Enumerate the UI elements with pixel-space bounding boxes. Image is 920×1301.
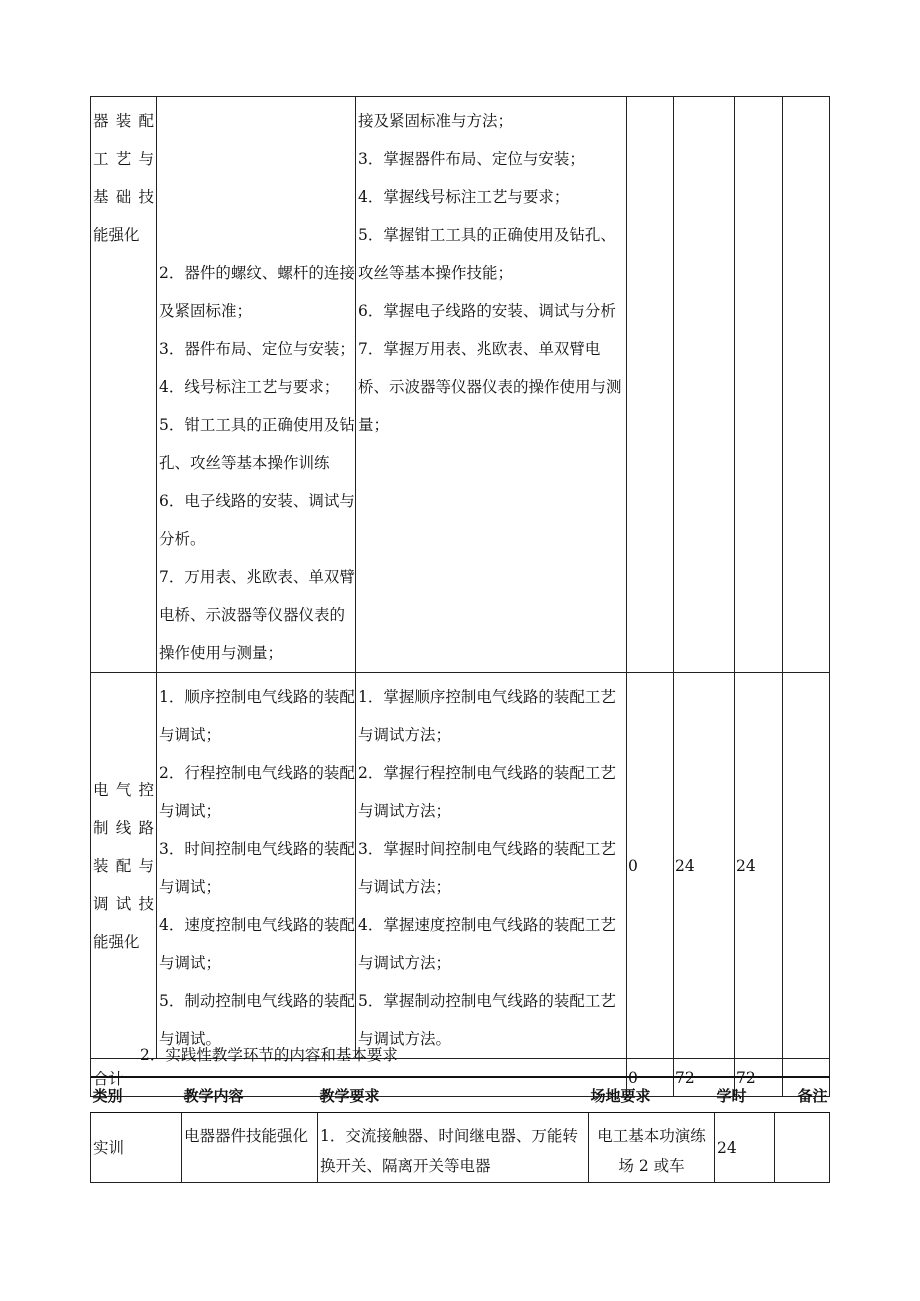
total-hours: 72	[674, 1059, 735, 1097]
requirement-item: 5．掌握制动控制电气线路的装配工艺与调试方法。	[358, 992, 616, 1048]
category-line: 装 配 与	[93, 856, 154, 875]
total-label: 合计	[91, 1059, 627, 1097]
requirement-item: 4．掌握线号标注工艺与要求；	[358, 188, 570, 206]
hours-cell	[735, 97, 783, 673]
content-item: 5．钳工工具的正确使用及钻孔、攻丝等基本操作训练	[159, 416, 355, 472]
content-item: 3．时间控制电气线路的装配与调试；	[159, 840, 355, 896]
content-item: 3．器件布局、定位与安装；	[159, 340, 355, 358]
requirement-cell	[356, 673, 627, 1059]
hours-cell	[674, 97, 735, 673]
category-line: 调 试 技	[93, 894, 154, 913]
content-item: 1．顺序控制电气线路的装配与调试；	[159, 688, 355, 744]
category-cell	[91, 673, 157, 1059]
content-item: 4．速度控制电气线路的装配与调试；	[159, 916, 355, 972]
requirement-item: 2．掌握行程控制电气线路的装配工艺与调试方法；	[358, 764, 616, 820]
category-line: 能强化	[93, 932, 140, 951]
remark-cell	[783, 97, 830, 673]
category-line: 器 装 配	[93, 112, 154, 130]
content-item: 2．器件的螺纹、螺杆的连接及紧固标准；	[159, 264, 355, 320]
header-cell: 教学要求	[318, 1077, 589, 1113]
remark-cell	[775, 1113, 830, 1183]
requirement-cell	[356, 97, 627, 673]
hours-cell: 24	[674, 673, 735, 1059]
requirement-item: 7．掌握万用表、兆欧表、单双臂电桥、示波器等仪器仪表的操作使用与测量；	[358, 340, 622, 434]
hours-cell: 0	[627, 673, 674, 1059]
header-cell: 教学内容	[182, 1077, 318, 1113]
content-item: 2．行程控制电气线路的装配与调试；	[159, 764, 355, 820]
hours-cell: 24	[735, 673, 783, 1059]
header-cell: 类别	[91, 1077, 182, 1113]
requirement-item: 6．掌握电子线路的安装、调试与分析	[358, 302, 616, 320]
header-cell: 学时	[715, 1077, 775, 1113]
header-cell: 备注	[775, 1077, 830, 1113]
category-line: 制 线 路	[93, 818, 154, 837]
course-content-table	[90, 96, 830, 1097]
category-line: 能强化	[93, 226, 140, 244]
content-cell: 电器器件技能强化	[182, 1113, 318, 1183]
table-row	[91, 673, 830, 1059]
total-hours: 72	[735, 1059, 783, 1097]
content-item: 7．万用表、兆欧表、单双臂电桥、示波器等仪器仪表的操作使用与测量；	[159, 568, 355, 662]
hours-cell	[627, 97, 674, 673]
requirement-item: 接及紧固标准与方法；	[358, 112, 514, 130]
hours-cell: 24	[715, 1113, 775, 1183]
requirement-item: 5．掌握钳工工具的正确使用及钻孔、攻丝等基本操作技能；	[358, 226, 616, 282]
section-title: 2．实践性教学环节的内容和基本要求	[140, 1046, 398, 1064]
requirement-cell: 1．交流接触器、时间继电器、万能转换开关、隔离开关等电器	[318, 1113, 589, 1183]
requirement-item: 4．掌握速度控制电气线路的装配工艺与调试方法；	[358, 916, 616, 972]
content-item: 5．制动控制电气线路的装配与调试。	[159, 992, 355, 1048]
content-cell	[157, 97, 356, 673]
category-line: 基 础 技	[93, 188, 154, 206]
table-row	[91, 97, 830, 673]
practice-table	[90, 1076, 830, 1183]
requirement-item: 1．掌握顺序控制电气线路的装配工艺与调试方法；	[358, 688, 616, 744]
category-line: 电 气 控	[93, 780, 154, 799]
category-cell	[91, 97, 157, 673]
requirement-item: 3．掌握器件布局、定位与安装；	[358, 150, 585, 168]
total-hours: 0	[627, 1059, 674, 1097]
content-item: 6．电子线路的安装、调试与分析。	[159, 492, 355, 548]
category-line: 工 艺 与	[93, 150, 154, 168]
header-cell: 场地要求	[589, 1077, 715, 1113]
table-row	[91, 1113, 830, 1183]
type-cell: 实训	[91, 1113, 182, 1183]
venue-cell: 电工基本功演练场 2 或车	[589, 1113, 715, 1183]
content-cell	[157, 673, 356, 1059]
content-item: 4．线号标注工艺与要求；	[159, 378, 340, 396]
remark-cell	[783, 673, 830, 1059]
header-row	[91, 1077, 830, 1113]
requirement-item: 3．掌握时间控制电气线路的装配工艺与调试方法；	[358, 840, 616, 896]
